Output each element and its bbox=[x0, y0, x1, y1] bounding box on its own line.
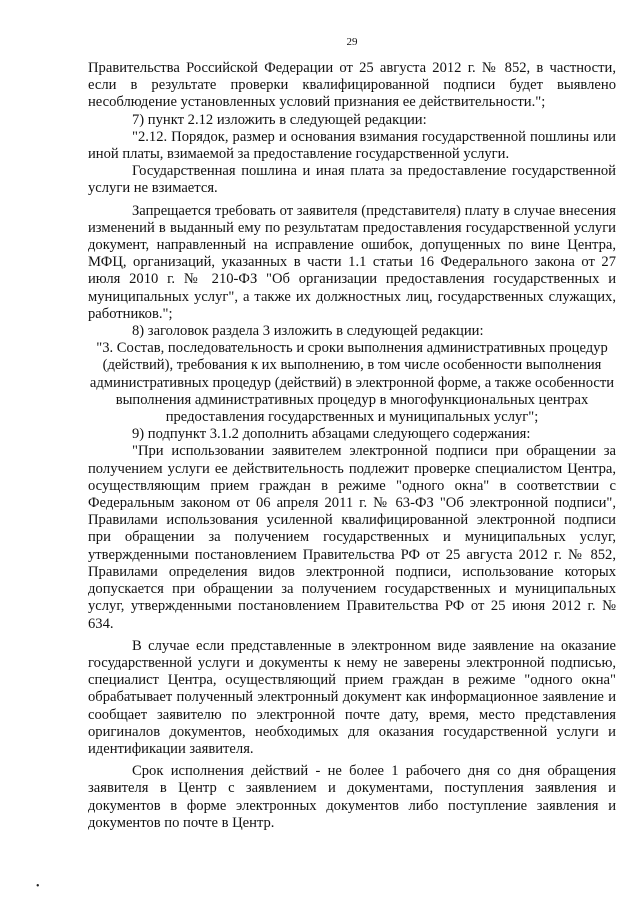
paragraph-unsigned-documents: В случае если представленные в электронном виде заявление на оказание государственной услуги и документы к нему не заверены электронной подписью, специалист Центра, осуществляющий прием граждан в режиме "одного окна" обрабатывает полученный электронный документ как информационное заявление и сообщает заявителю по электронной почте дату, время, место представления оригиналов документов, необходимых для оказания государственной услуги и идентификации заявителя. bbox=[88, 637, 616, 757]
paragraph-electronic-signature-check: "При использовании заявителем электронной подписи при обращении за получением услуги ее действительность подлежит проверке специалистом Центра, осуществляющим прием граждан в режиме "одного окна" в соответствии с Федеральным законом от 06 апреля 2011 г. № 63-ФЗ "Об электронной подписи", Правилами использования усиленной квалифицированной электронной подписи при обращении за получением государственных и муниципальных услуг, утвержденными постановлением Правительства РФ от 25 августа 2012 г. № 852, Правилами определения видов электронной подписи, использование которых допускается при обращении за получением государственных и муниципальных услуг, утвержденными постановлением Правительства РФ от 25 июня 2012 г. № 634. bbox=[88, 443, 616, 632]
paragraph-item-7: 7) пункт 2.12 изложить в следующей редакции: bbox=[132, 111, 427, 128]
document-body bbox=[88, 60, 616, 832]
paragraph-item-9: 9) подпункт 3.1.2 дополнить абзацами следующего содержания: bbox=[132, 426, 531, 443]
paragraph-continuation-regulation-852: Правительства Российской Федерации от 25 августа 2012 г. № 852, в частности, если в результате проверки квалифицированной подписи будет выявлено несоблюдение установленных условий признания ее действительности."; bbox=[88, 60, 616, 111]
paragraph-item-8: 8) заголовок раздела 3 изложить в следующей редакции: bbox=[132, 323, 484, 340]
paragraph-no-fee: Государственная пошлина и иная плата за предоставление государственной услуги не взимается. bbox=[88, 163, 616, 197]
paragraph-clause-2-12: "2.12. Порядок, размер и основания взимания государственной пошлины или иной платы, взимаемой за предоставление государственной услуги. bbox=[88, 128, 616, 163]
margin-mark: • bbox=[36, 881, 40, 892]
document-page bbox=[88, 0, 616, 905]
page-number: 29 bbox=[346, 36, 358, 48]
paragraph-fee-prohibition: Запрещается требовать от заявителя (представителя) плату в случае внесения изменений в выданный ему по результатам предоставления государственной услуги документ, направленный на исправление ошибок, допущенных по вине Центра, МФЦ, организаций, указанных в части 1.1 статьи 16 Федерального закона от 27 июля 2010 г. № 210-ФЗ "Об организации предоставления государственных и муниципальных услуг", а также их должностных лиц, государственных служащих, работников."; bbox=[88, 202, 616, 322]
paragraph-section-3-heading: "3. Состав, последовательность и сроки выполнения административных процедур (действий), требования к их выполнению, в том числе особенности выполнения административных процедур (действий) в электронной форме, а также особенности выполнения административных процедур в многофункциональных центрах предоставления государственных и муниципальных услуг"; bbox=[89, 340, 615, 426]
paragraph-processing-deadline: Срок исполнения действий - не более 1 рабочего дня со дня обращения заявителя в Центр с заявлением и документами, поступления заявления и документов в форме электронных документов либо поступление заявления и документов по почте в Центр. bbox=[88, 763, 616, 831]
